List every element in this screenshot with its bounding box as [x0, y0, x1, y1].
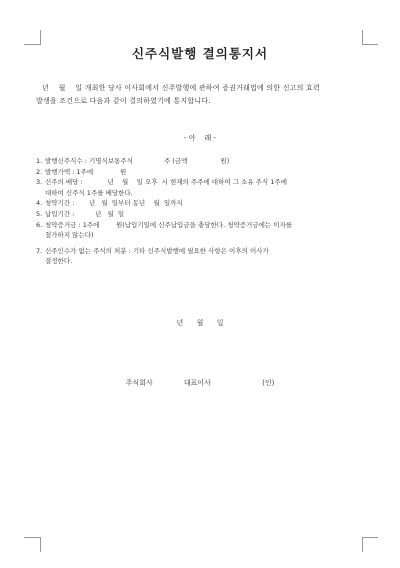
corner-mark-bottom-right-v [362, 537, 363, 552]
corner-mark-top-right-v [362, 30, 363, 45]
corner-mark-bottom-left-h [24, 537, 40, 538]
intro-paragraph [36, 82, 368, 108]
list-item [36, 220, 370, 241]
intro-line: 발생을 조건으로 다음과 같이 결의하였기에 통지합니다. [36, 97, 211, 105]
date-line: 년 월 일 [176, 319, 224, 327]
item-number: 7. [36, 246, 43, 255]
list-item [36, 209, 370, 220]
item-number: 5. [36, 209, 43, 218]
corner-mark-bottom-left-v [40, 537, 41, 552]
item-text: 납입기간 : 년 월 일 [45, 209, 125, 218]
terms-list [36, 156, 370, 267]
list-item [36, 177, 370, 198]
item-text: 발행신주식수 : 기명식보통주식 주 (금액 원) [45, 157, 230, 165]
item-text: 결정한다. [45, 257, 73, 266]
intro-line: 년 월 일 개최한 당사 이사회에서 신주발행에 관하여 증권거래법에 의한 신고의 효력 [42, 84, 320, 92]
item-text: 청약증거금 : 1주에 원(납입기일에 신주납입금을 충당한다. 청약증거금에는 이자를 [45, 220, 293, 229]
corner-mark-bottom-right-h [362, 537, 378, 538]
signature-line: 주식회사 대표이사 (인) [125, 379, 275, 387]
item-text: 첨가하지 않는다) [45, 231, 94, 240]
item-text: 신주인수가 없는 주식의 처분 : 기타 신주식발행에 필요한 사항은 이후의 이사가 [45, 246, 269, 255]
item-number: 4. [36, 199, 43, 208]
note-heading: - 아 래 - [184, 134, 216, 142]
list-item [36, 246, 370, 267]
item-number: 2. [36, 167, 43, 176]
item-number: 6. [36, 220, 43, 229]
item-text: 신주의 배당 : 년 월 일 오후 시 현재의 주주에 대하여 그 소유 주식 1주에 [45, 178, 287, 187]
item-text: 발행가액 : 1주에 원 [45, 167, 127, 176]
item-number: 3. [36, 178, 43, 187]
corner-mark-top-left-v [40, 30, 41, 45]
document-title: 신주식발행 결의통지서 [131, 46, 269, 61]
list-item [36, 167, 370, 178]
list-item [36, 156, 370, 167]
list-item [36, 198, 370, 209]
item-text: 대하여 신주식 1주를 배당한다. [45, 188, 133, 197]
item-number: 1. [36, 157, 43, 165]
item-text: 청약기간 : 년 월 일부터 동년 월 일까지 [45, 199, 183, 208]
